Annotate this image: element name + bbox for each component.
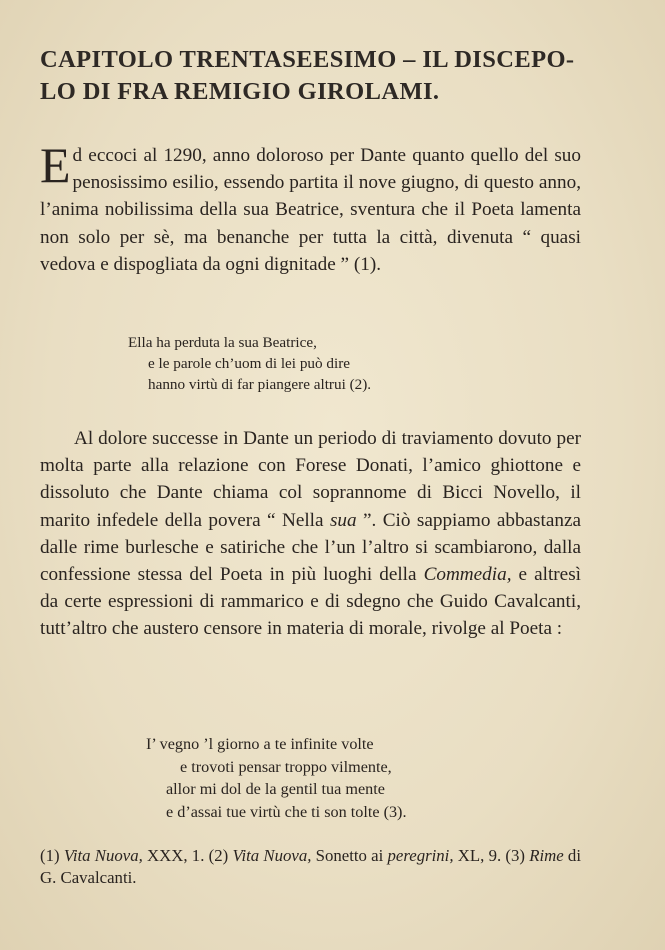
- paragraph-1: [40, 137, 581, 278]
- footnote-3-text: di G. Cavalcanti.: [40, 846, 581, 887]
- footnote-2-ref: XL, 9.: [453, 846, 502, 865]
- chapter-title: [40, 44, 630, 108]
- footnote-3-marker: (3): [501, 846, 530, 865]
- verse-quote-1: [128, 332, 371, 395]
- footnote-1-title: Vita Nuova,: [63, 846, 143, 865]
- footnote-1-marker: (1): [40, 846, 64, 865]
- footnote-2-italic: peregrini,: [387, 846, 454, 865]
- paragraph-2-text-b: ”. Ciò sappiamo abbastanza dalle rime burlesche e satiriche che l’un l’altro si scambiarono, dalla confessione stessa del Poeta in più luoghi della: [40, 509, 581, 586]
- verse-line: e le parole ch’uom di lei può dire: [148, 355, 351, 372]
- footnote-2-text: Sonetto ai: [311, 846, 388, 865]
- chapter-title-line-2: LO DI FRA REMIGIO GIROLAMI.: [40, 78, 440, 105]
- drop-cap: E: [40, 137, 71, 193]
- italic-commedia: Commedia,: [423, 564, 512, 586]
- verse-line: e d’assai tue virtù che ti son tolte (3).: [166, 802, 407, 821]
- paragraph-2: [40, 425, 581, 643]
- footnotes: [40, 845, 581, 889]
- paragraph-1-text: d eccoci al 1290, anno doloroso per Dante quanto quello del suo penosissimo esilio, essendo partita il nove giugno, di questo anno, l’anima nobilissima della sua Beatrice, sventura che il Poeta lamenta non solo per sè, ma benanche per tutta la città, divenuta “ quasi vedova e dispogliata da ogni dignitade ” (1).: [40, 145, 581, 275]
- verse-line: e trovoti pensar troppo vilmente,: [180, 757, 392, 776]
- chapter-title-line-1: CAPITOLO TRENTASEESIMO – IL DISCEPO-: [40, 46, 575, 73]
- footnote-2-marker: (2): [204, 846, 233, 865]
- paragraph-2-text-a: Al dolore successe in Dante un periodo di traviamento dovuto per molta parte alla relazione con Forese Donati, l’amico ghiottone e dissoluto che Dante chiama col soprannome di Bicci Novello, il marito infedele della povera “ Nella: [40, 428, 581, 531]
- verse-quote-2: [146, 733, 407, 823]
- verse-line: Ella ha perduta la sua Beatrice,: [128, 334, 317, 351]
- paragraph-2-text-c: e altresì da certe espressioni di rammarico e di sdegno che Guido Cavalcanti, tutt’altro che austero censore in materia di morale, rivolge al Poeta :: [40, 564, 581, 640]
- verse-line: hanno virtù di far piangere altrui (2).: [148, 376, 372, 393]
- verse-line: I’ vegno ’l giorno a te infinite volte: [146, 735, 374, 753]
- verse-line: allor mi dol de la gentil tua mente: [166, 780, 385, 798]
- footnote-1-ref: XXX, 1.: [142, 846, 205, 865]
- italic-sua: sua: [329, 509, 357, 531]
- footnote-3-title: Rime: [529, 846, 564, 865]
- footnote-2-title: Vita Nuova,: [232, 846, 312, 865]
